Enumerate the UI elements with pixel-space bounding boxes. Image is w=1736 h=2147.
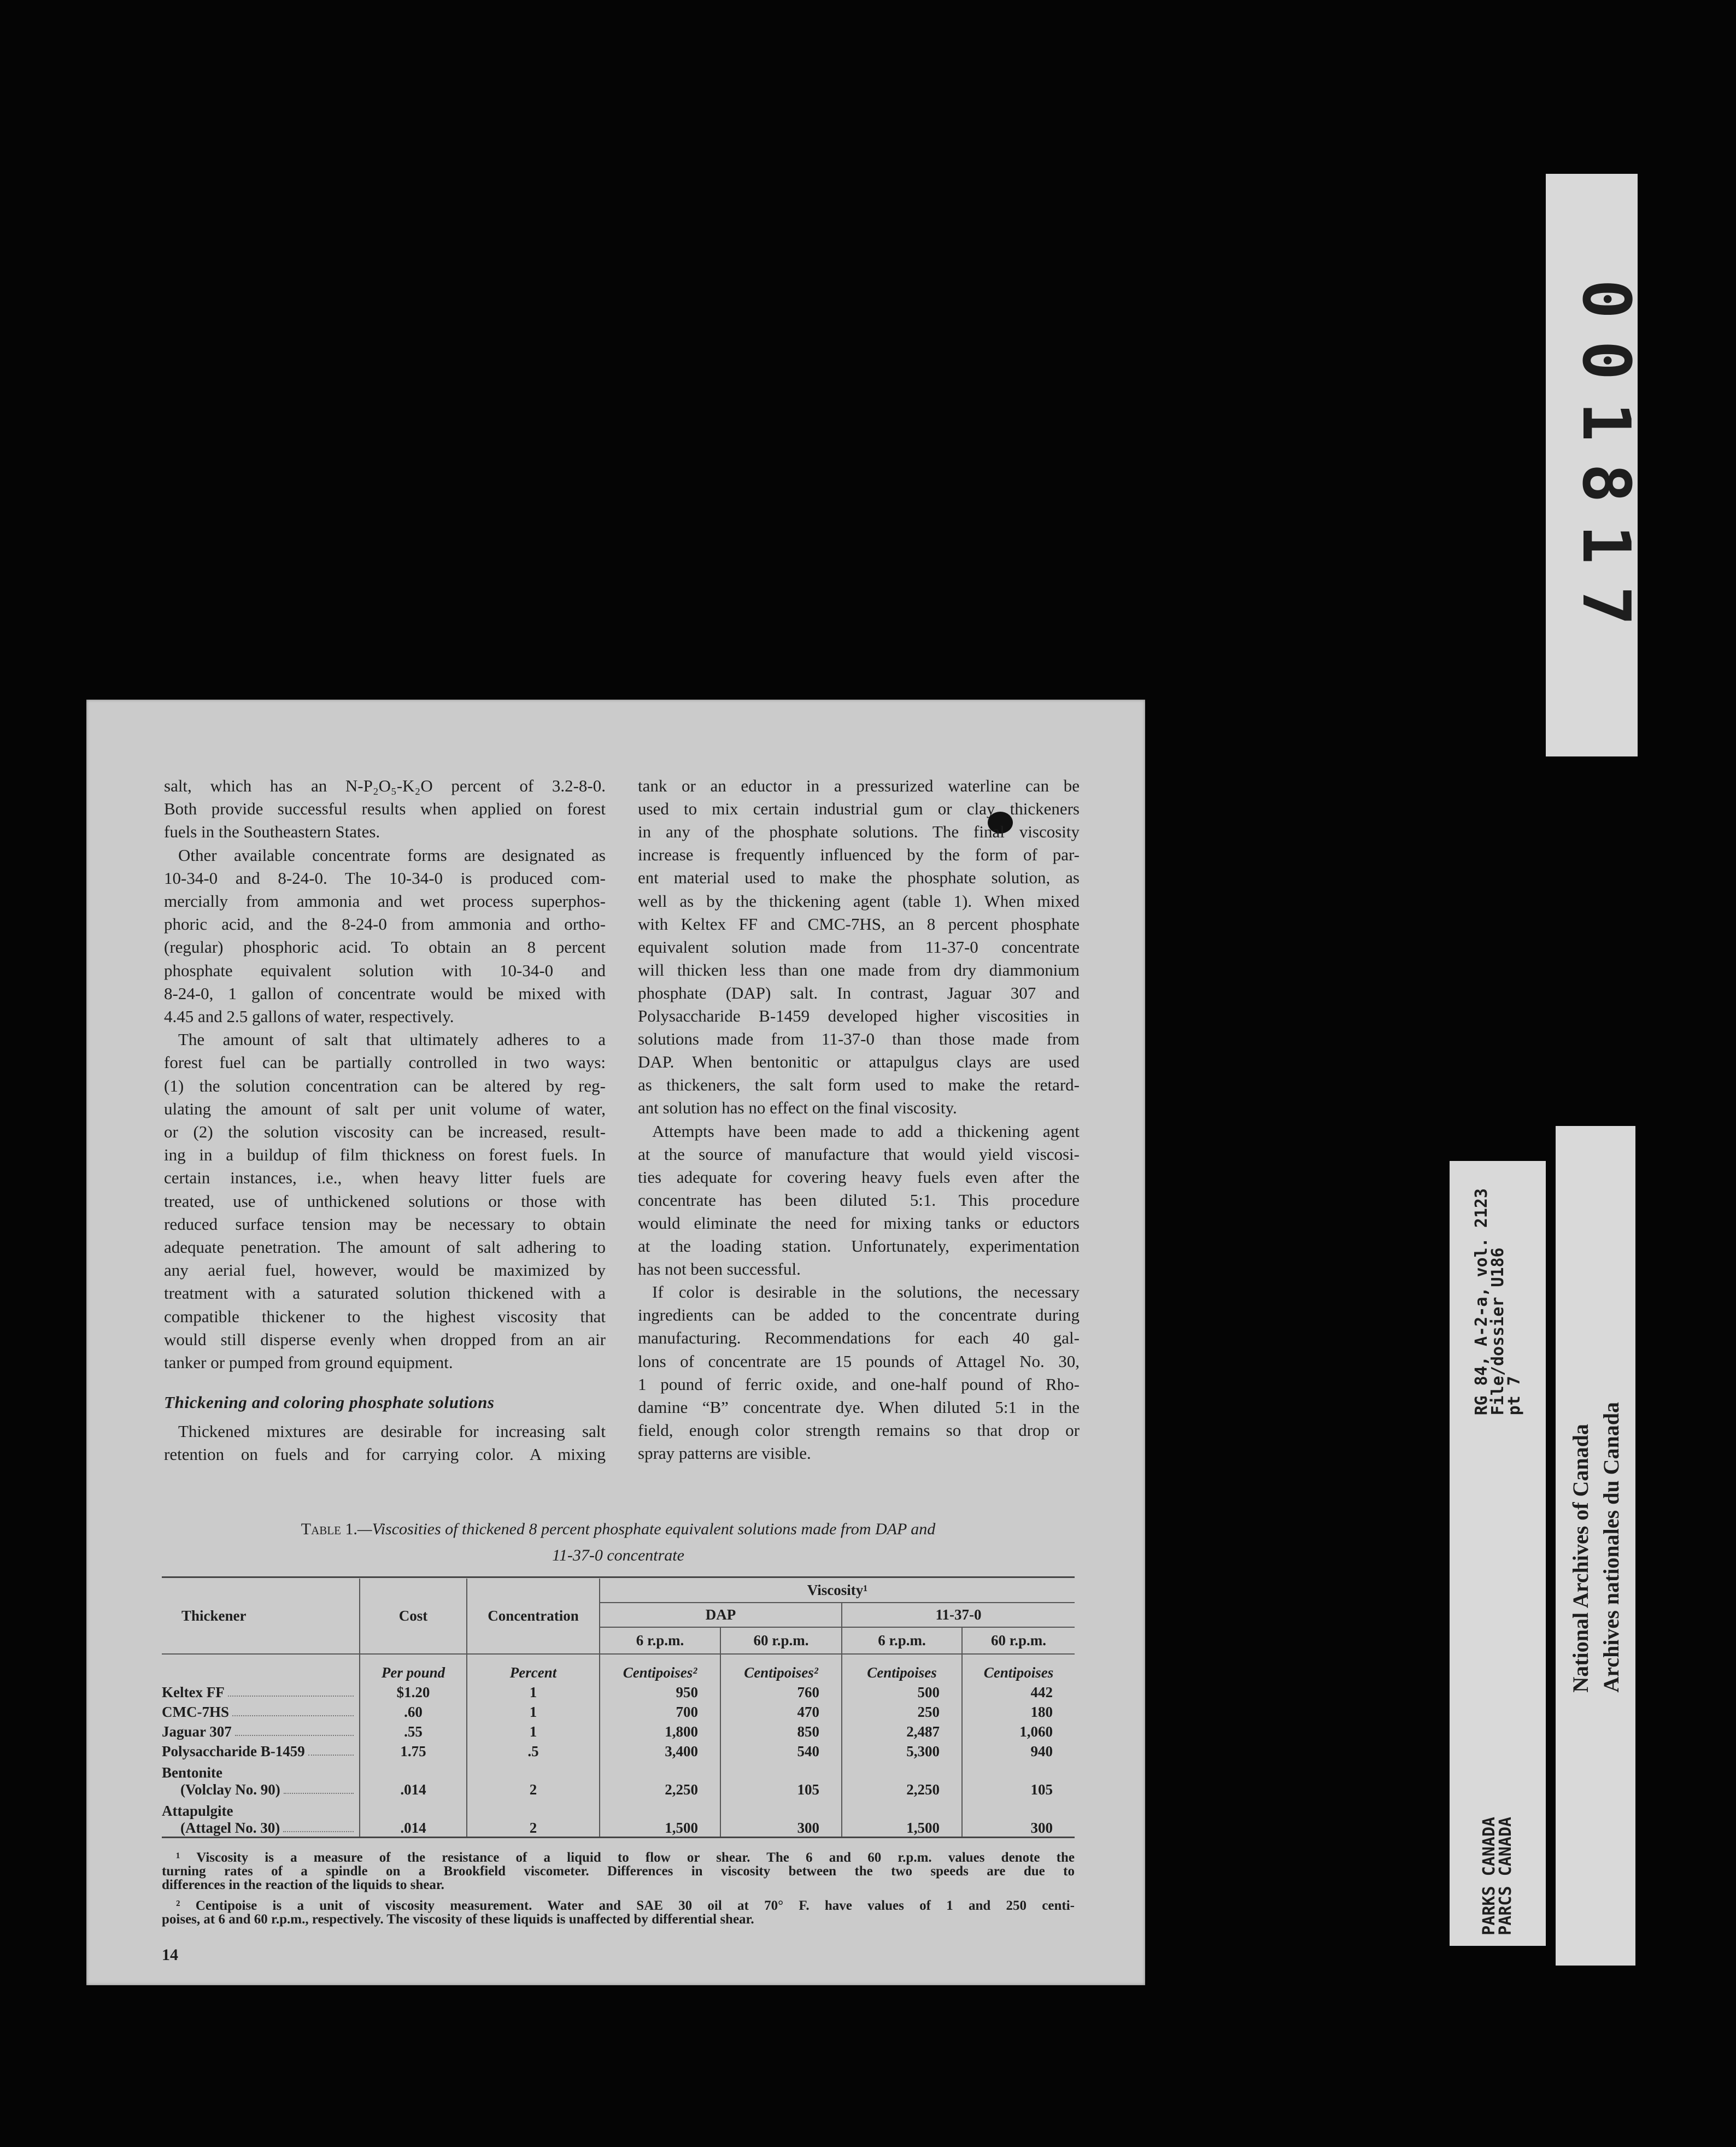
cost-cell: .55 [360,1721,467,1740]
conc-6rpm-cell: 500 [842,1681,962,1701]
text-line: at the source of manufacture that would yield viscosi- [638,1144,1080,1164]
conc-60rpm-cell: 105 [962,1760,1075,1798]
text-line: The amount of salt that ultimately adheres to a [178,1030,606,1049]
table-caption-line2: 11-37-0 concentrate [552,1546,684,1564]
archives-line-en: National Archives of Canada [1568,1424,1593,1693]
text-line: forest fuel can be partially controlled in two ways: [164,1053,606,1072]
header-11-37-0: 11-37-0 [842,1603,1075,1627]
concentration-cell: 1 [467,1701,600,1721]
reference-line-1: RG 84, A-2-a, vol. 2123 [1472,1188,1491,1416]
header-thickener: Thickener [162,1579,360,1654]
text-line: 4.45 and 2.5 gallons of water, respectively. [164,1007,454,1026]
header-viscosity: Viscosity¹ [600,1579,1075,1603]
text-line: manufacturing. Recommendations for each 40 gal- [638,1328,1080,1348]
dap-6rpm-cell: 3,400 [600,1740,720,1760]
text-line: increase is frequently influenced by the form of par- [638,845,1080,865]
thickener-name [162,1760,360,1798]
table-row [162,1721,1075,1740]
thickener-label: Attapulgite [162,1803,233,1819]
conc-6rpm-cell: 5,300 [842,1740,962,1760]
table-row [162,1681,1075,1701]
text-line: ¹ Viscosity is a measure of the resistance of a liquid to flow or shear. The 6 and 60 r.p.m. values denote the [176,1850,1075,1865]
table-row [162,1701,1075,1721]
text-line: spray patterns are visible. [638,1443,811,1463]
text-line: 8-24-0, 1 gallon of concentrate would be mixed with [164,983,606,1003]
section-heading: Thickening and coloring phosphate solutions [164,1393,495,1412]
units-blank [162,1654,360,1681]
concentration-cell: 2 [467,1798,600,1837]
text-line: with Keltex FF and CMC-7HS, an 8 percent phosphate [638,914,1080,934]
text-line: ² Centipoise is a unit of viscosity measurement. Water and SAE 30 oil at 70° F. have values of 1 and 250 centi- [176,1898,1075,1913]
text-line: any aerial fuel, however, would be maximized by [164,1260,606,1280]
table-label: Table 1. [301,1520,357,1538]
text-line: Thickened mixtures are desirable for increasing salt [178,1422,606,1441]
text-line: (1) the solution concentration can be altered by reg- [164,1076,606,1095]
agency-line-1: PARKS CANADA [1480,1817,1499,1935]
dap-60rpm-cell: 760 [720,1681,842,1701]
text-line: ties adequate for covering heavy fuels even after the [638,1167,1080,1187]
thickener-name [162,1721,360,1740]
text-line: phoric acid, and the 8-24-0 from ammonia and ortho- [164,914,606,934]
text-line: as thickeners, the salt form used to make the retard- [638,1075,1080,1095]
text-line: Both provide successful results when applied on forest [164,799,606,819]
text-line: turning rates of a spindle on a Brookfield viscometer. Differences in viscosity between the two speeds are due to [162,1864,1075,1879]
thickener-sublabel: (Volclay No. 90) [180,1781,280,1798]
cost-cell: .60 [360,1701,467,1721]
frame-number: 001817 [1568,279,1644,648]
header-conc-60rpm: 60 r.p.m. [962,1627,1075,1654]
text-line: ant solution has no effect on the final viscosity. [638,1098,957,1118]
conc-6rpm-cell: 2,487 [842,1721,962,1740]
dap-60rpm-cell: 470 [720,1701,842,1721]
dap-6rpm-cell: 1,500 [600,1798,720,1837]
dap-60rpm-cell: 540 [720,1740,842,1760]
conc-6rpm-cell: 2,250 [842,1760,962,1798]
table-caption-line1: —Viscosities of thickened 8 percent phosphate equivalent solutions made from DAP and [357,1520,936,1538]
unit-label: Centipoises² [600,1654,720,1681]
agency-text [1481,1817,1514,1935]
text-line: has not been successful. [638,1259,801,1279]
text-line: phosphate (DAP) salt. In contrast, Jaguar 307 and [638,983,1080,1002]
text-line: reduced surface tension may be necessary to obtain [164,1214,606,1234]
cost-cell: .014 [360,1760,467,1798]
conc-60rpm-cell: 442 [962,1681,1075,1701]
dap-6rpm-cell: 950 [600,1681,720,1701]
text-line: compatible thickener to the highest viscosity that [164,1306,606,1326]
text-line: poises, at 6 and 60 r.p.m., respectively. The viscosity of these liquids is unaffected by differential shear. [162,1912,754,1927]
cost-cell: 1.75 [360,1740,467,1760]
dot-leader [228,1696,354,1697]
thickener-label: Polysaccharide B-1459 [162,1743,305,1759]
text-line: treatment with a saturated solution thickened with a [164,1283,606,1303]
text-line: 10-34-0 and 8-24-0. The 10-34-0 is produced com- [164,868,606,888]
conc-60rpm-cell: 1,060 [962,1721,1075,1740]
thickener-name [162,1681,360,1701]
table-bottom-rule [162,1837,1075,1838]
concentration-cell: 2 [467,1760,600,1798]
reference-text [1474,1188,1523,1415]
archives-label-strip [1556,1126,1635,1966]
text-line: field, enough color strength remains so that drop or [638,1420,1080,1440]
dot-leader [235,1735,354,1736]
reference-line-2: File/dossier U186 [1488,1247,1508,1416]
text-line: ent material used to make the phosphate solution, as [638,868,1080,888]
table-row [162,1740,1075,1760]
text-line: retention on fuels and for carrying color. A mixing [164,1445,606,1464]
text-line: lons of concentrate are 15 pounds of Attagel No. 30, [638,1351,1080,1371]
text-line: Polysaccharide B-1459 developed higher viscosities in [638,1006,1080,1025]
thickener-label: Bentonite [162,1764,222,1781]
table-row [162,1798,1075,1837]
units-row [162,1654,1075,1681]
text-line: tanker or pumped from ground equipment. [164,1353,453,1372]
thickener-name [162,1740,360,1760]
table-caption [162,1516,1075,1569]
text-line: tank or an eductor in a pressurized waterline can be [638,776,1080,795]
text-line: salt, which has an N-P₂O₅-K₂O percent of 3.2-8-0. [164,776,606,795]
thickener-label: CMC-7HS [162,1704,229,1720]
cost-cell: .014 [360,1798,467,1837]
reference-line-3: pt 7 [1505,1376,1524,1416]
text-line: 1 pound of ferric oxide, and one-half pound of Rho- [638,1374,1080,1394]
text-line: If color is desirable in the solutions, the necessary [652,1282,1080,1302]
thickener-name [162,1701,360,1721]
reference-label-strip [1450,1161,1546,1946]
text-line: well as by the thickening agent (table 1). When mixed [638,891,1080,911]
header-dap-6rpm: 6 r.p.m. [600,1627,720,1654]
text-line: will thicken less than one made from dry diammonium [638,960,1080,979]
thickener-name [162,1798,360,1837]
dot-leader [232,1715,354,1716]
dot-leader [283,1831,354,1832]
text-line: DAP. When bentonitic or attapulgus clays are used [638,1052,1080,1072]
conc-6rpm-cell: 1,500 [842,1798,962,1837]
concentration-cell: 1 [467,1681,600,1701]
page-number: 14 [162,1946,178,1964]
unit-label: Centipoises [842,1654,962,1681]
text-line: solutions made from 11-37-0 than those made from [638,1029,1080,1049]
text-line: equivalent solution made from 11-37-0 concentrate [638,937,1080,957]
text-line: treated, use of unthickened solutions or those with [164,1191,606,1211]
unit-label: Per pound [360,1654,467,1681]
conc-60rpm-cell: 180 [962,1701,1075,1721]
agency-line-2: PARCS CANADA [1496,1817,1515,1935]
text-line: differences in the reaction of the liquids to shear. [162,1878,444,1892]
text-line: ing in a buildup of film thickness on forest fuels. In [164,1145,606,1165]
unit-label: Centipoises² [720,1654,842,1681]
conc-60rpm-cell: 300 [962,1798,1075,1837]
concentration-cell: .5 [467,1740,600,1760]
text-line: ingredients can be added to the concentrate during [638,1305,1080,1325]
text-line: concentrate has been diluted 5:1. This procedure [638,1190,1080,1210]
thickener-label: Jaguar 307 [162,1723,232,1740]
header-cost: Cost [360,1579,467,1654]
archives-line-fr: Archives nationales du Canada [1599,1402,1623,1693]
dot-leader [284,1793,354,1794]
header-conc-6rpm: 6 r.p.m. [842,1627,962,1654]
dap-60rpm-cell: 850 [720,1721,842,1740]
header-dap: DAP [600,1603,842,1627]
text-line: mercially from ammonia and wet process superphos- [164,891,606,911]
dap-6rpm-cell: 1,800 [600,1721,720,1740]
text-line: adequate penetration. The amount of salt adhering to [164,1237,606,1257]
text-line: used to mix certain industrial gum or clay thickeners [638,799,1080,819]
thickener-label: Keltex FF [162,1684,225,1700]
conc-6rpm-cell: 250 [842,1701,962,1721]
dot-leader [308,1755,354,1756]
text-line: would eliminate the need for mixing tanks or eductors [638,1213,1080,1233]
viscosity-table [162,1579,1075,1837]
dap-60rpm-cell: 105 [720,1760,842,1798]
text-line: would still disperse evenly when dropped from an air [164,1329,606,1349]
header-dap-60rpm: 60 r.p.m. [720,1627,842,1654]
text-line: (regular) phosphoric acid. To obtain an 8 percent [164,937,606,957]
text-line: certain instances, i.e., when heavy litter fuels are [164,1168,606,1188]
text-line: damine “B” concentrate dye. When diluted 5:1 in the [638,1397,1080,1417]
text-line: Other available concentrate forms are designated as [178,845,606,865]
concentration-cell: 1 [467,1721,600,1740]
table-top-rule [162,1576,1075,1578]
header-concentration: Concentration [467,1579,600,1654]
dap-6rpm-cell: 2,250 [600,1760,720,1798]
conc-60rpm-cell: 940 [962,1740,1075,1760]
frame-number-card [1546,174,1644,756]
unit-label: Percent [467,1654,600,1681]
archives-text [1565,1402,1627,1693]
dap-6rpm-cell: 700 [600,1701,720,1721]
text-line: fuels in the Southeastern States. [164,822,380,842]
dap-60rpm-cell: 300 [720,1798,842,1837]
text-line: in any of the phosphate solutions. The final viscosity [638,822,1080,842]
cost-cell: $1.20 [360,1681,467,1701]
text-line: Attempts have been made to add a thickening agent [652,1121,1080,1141]
unit-label: Centipoises [962,1654,1075,1681]
thickener-sublabel: (Attagel No. 30) [180,1820,280,1836]
text-line: at the loading station. Unfortunately, experimentation [638,1236,1080,1256]
text-line: or (2) the solution viscosity can be increased, result- [164,1122,606,1141]
table-row [162,1760,1075,1798]
text-line: phosphate equivalent solution with 10-34-0 and [164,960,606,980]
text-line: ulating the amount of salt per unit volume of water, [164,1099,606,1118]
